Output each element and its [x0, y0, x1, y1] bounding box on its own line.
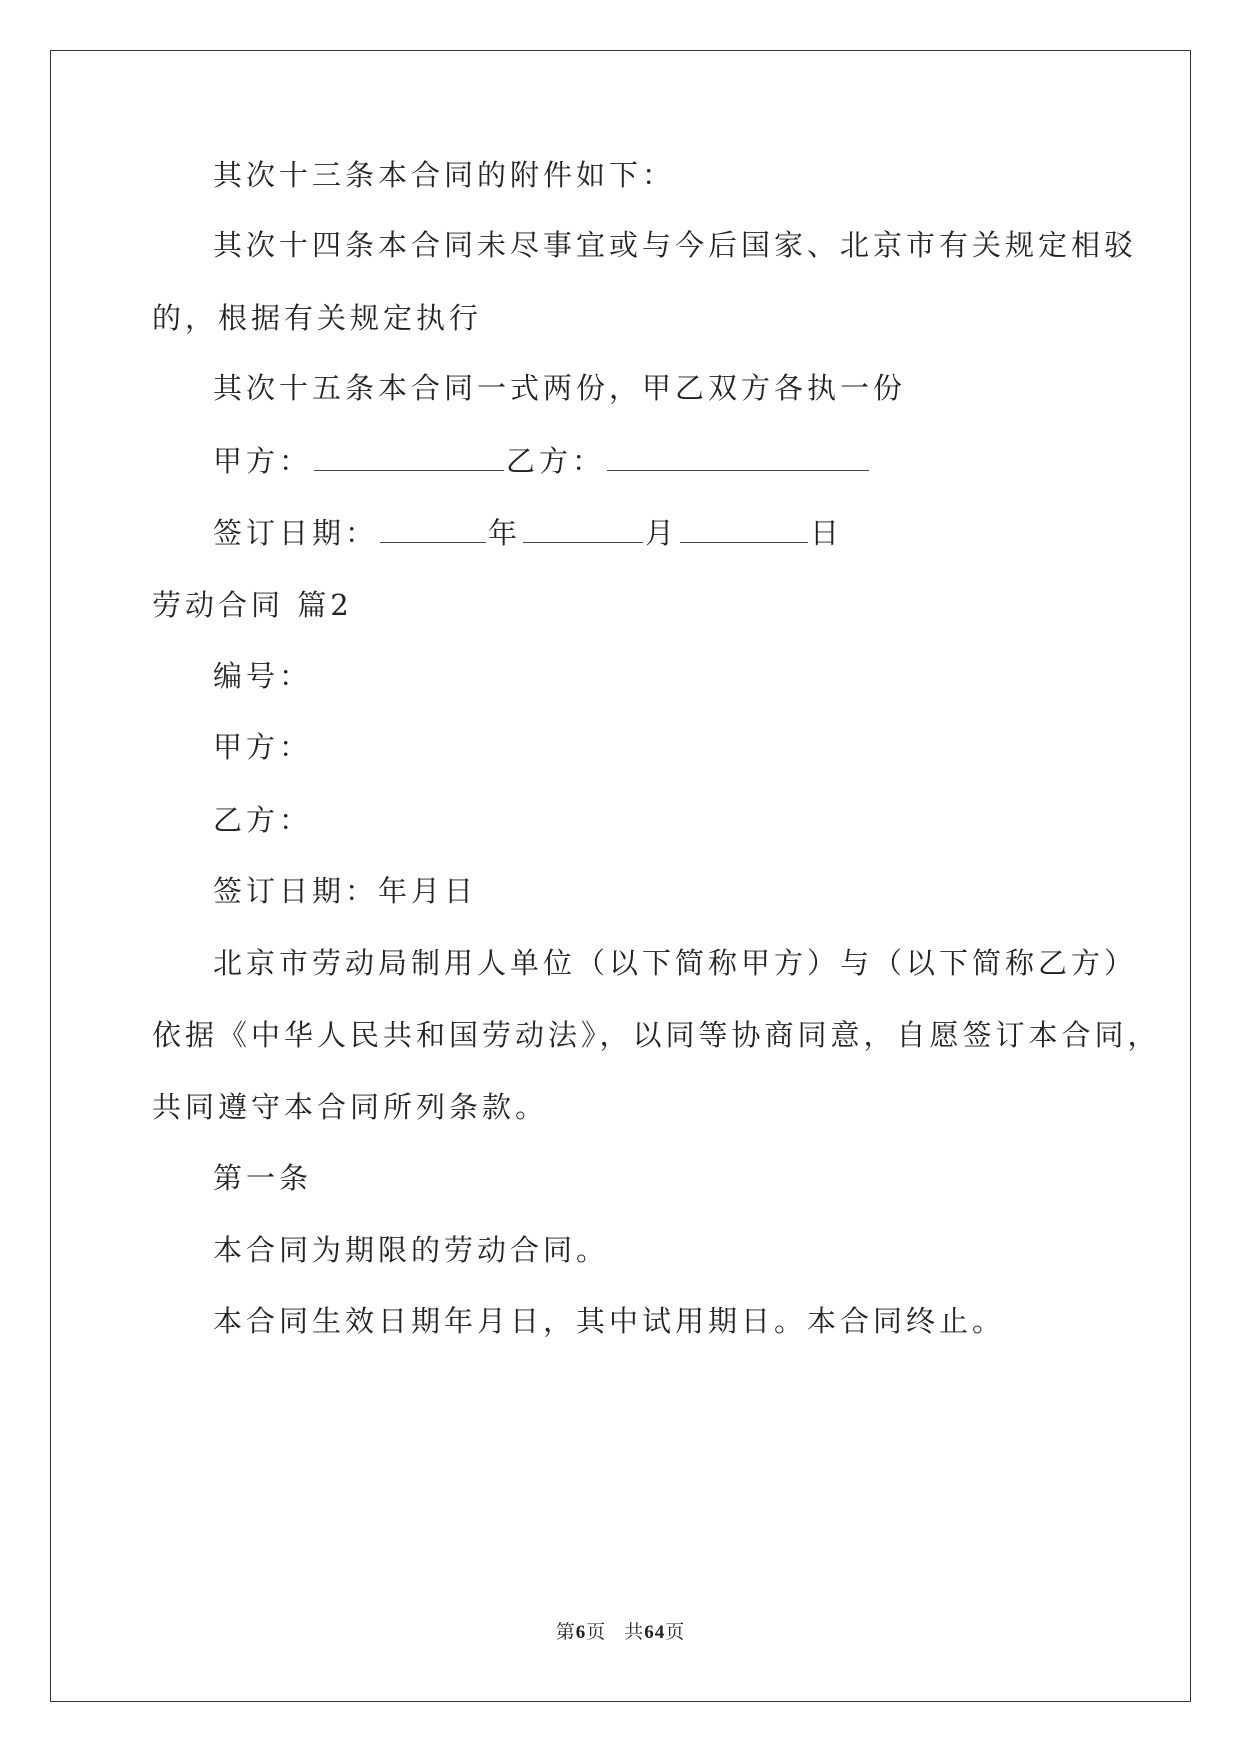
article-1-heading: 第一条: [213, 1161, 313, 1195]
sign-date-label: 签订日期：: [213, 516, 379, 550]
article-15-line: 其次十五条本合同一式两份，甲乙双方各执一份: [213, 371, 907, 405]
month-label: 月: [645, 516, 679, 550]
number-field-line: 编号：: [213, 659, 313, 693]
signature-parties-line: [213, 441, 871, 481]
sign-date-line: 签订日期：年月日: [213, 874, 478, 908]
footer-prefix: 第: [555, 1621, 576, 1643]
total-pages-number: 64: [644, 1622, 666, 1643]
year-blank: [380, 514, 486, 543]
party-a-line: 甲方：: [213, 730, 313, 764]
effective-date-line: 本合同生效日期年月日，其中试用期日。本合同终止。: [213, 1304, 1006, 1338]
party-a-blank: [314, 442, 504, 471]
contract-term-line: 本合同为期限的劳动合同。: [213, 1233, 610, 1267]
day-label: 日: [810, 516, 844, 550]
preamble-line-2: 依据《中华人民共和国劳动法》，以同等协商同意，自愿签订本合同，: [152, 1018, 1161, 1052]
preamble-line-3: 共同遵守本合同所列条款。: [152, 1090, 549, 1124]
day-blank: [680, 514, 808, 543]
party-b-line: 乙方：: [213, 803, 313, 837]
year-label: 年: [488, 516, 522, 550]
section-heading: 劳动合同 篇2: [152, 588, 353, 622]
article-14-line-1: 其次十四条本合同未尽事宜或与今后国家、北京市有关规定相驳: [213, 228, 1138, 262]
footer-total-prefix: 共: [624, 1621, 645, 1643]
footer-total-suffix: 页: [665, 1621, 686, 1643]
current-page-number: 6: [575, 1622, 587, 1643]
month-blank: [523, 514, 643, 543]
article-13-line: 其次十三条本合同的附件如下：: [213, 158, 676, 192]
preamble-line-1: 北京市劳动局制用人单位（以下简称甲方）与（以下简称乙方）: [213, 946, 1138, 980]
page-footer: [0, 1617, 1241, 1644]
footer-page-suffix: 页: [586, 1621, 607, 1643]
party-a-label: 甲方：: [213, 444, 313, 478]
article-14-line-2: 的，根据有关规定执行: [152, 301, 483, 335]
party-b-label: 乙方：: [506, 444, 606, 478]
party-b-blank: [607, 442, 869, 471]
sign-date-blank-line: [213, 513, 843, 553]
